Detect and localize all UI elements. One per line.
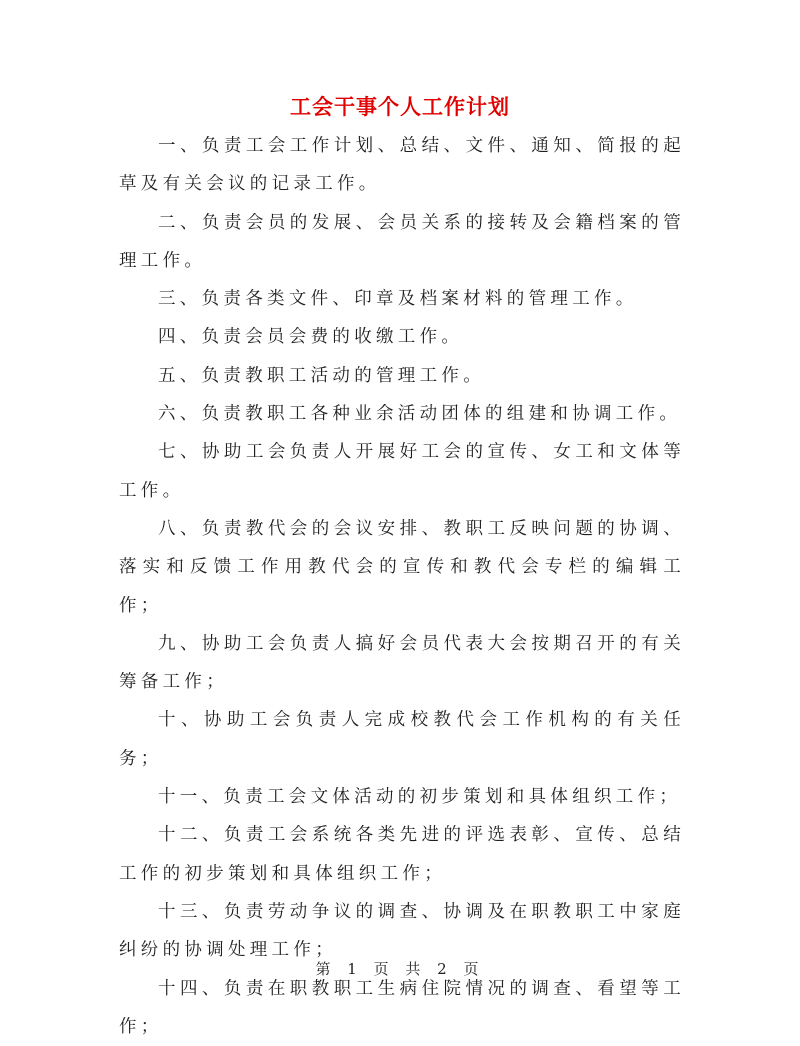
paragraph-7: 七、协助工会负责人开展好工会的宣传、女工和文体等工作。 xyxy=(119,442,685,501)
paragraph-10: 十、协助工会负责人完成校教代会工作机构的有关任务； xyxy=(119,710,685,769)
paragraph-1: 一、负责工会工作计划、总结、文件、通知、简报的起草及有关会议的记录工作。 xyxy=(119,136,685,195)
paragraph-14: 十四、负责在职教职工生病住院情况的调查、看望等工作； xyxy=(119,978,685,1037)
document-body xyxy=(119,127,685,1046)
paragraph-4: 四、负责会员会费的收缴工作。 xyxy=(158,327,464,348)
paragraph-8: 八、负责教代会的会议安排、教职工反映问题的协调、落实和反馈工作用教代会的宣传和教代会专栏的编辑工作； xyxy=(119,518,685,616)
document-title: 工会干事个人工作计划 xyxy=(290,95,510,119)
paragraph-13: 十三、负责劳动争议的调查、协调及在职教职工中家庭纠纷的协调处理工作； xyxy=(119,901,685,961)
paragraph-11: 十一、负责工会文体活动的初步策划和具体组织工作； xyxy=(158,787,682,808)
paragraph-3: 三、负责各类文件、印章及档案材料的管理工作。 xyxy=(158,289,638,310)
paragraph-12: 十二、负责工会系统各类先进的评选表彰、宣传、总结工作的初步策划和具体组织工作； xyxy=(119,825,685,884)
paragraph-2: 二、负责会员的发展、会员关系的接转及会籍档案的管理工作。 xyxy=(119,212,685,271)
page-number-footer: 第 1 页 共 2 页 xyxy=(315,960,485,978)
paragraph-9: 九、协助工会负责人搞好会员代表大会按期召开的有关筹备工作； xyxy=(119,633,685,693)
paragraph-6: 六、负责教职工各种业余活动团体的组建和协调工作。 xyxy=(158,404,682,425)
paragraph-5: 五、负责教职工活动的管理工作。 xyxy=(158,365,485,386)
